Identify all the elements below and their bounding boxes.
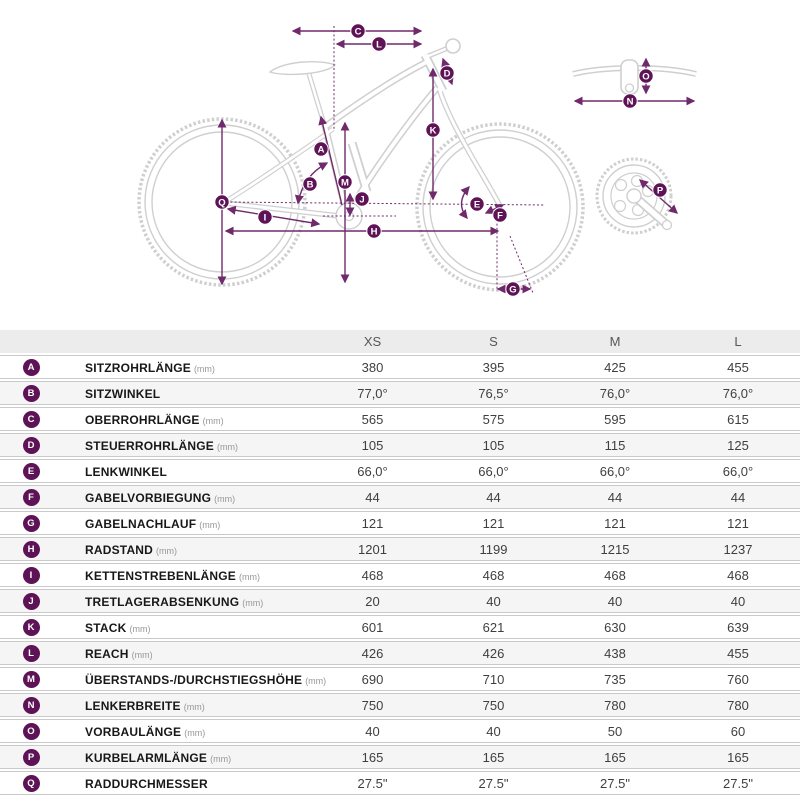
value-cell-s: 1199: [433, 537, 554, 561]
measurement-label: LENKWINKEL: [85, 464, 167, 479]
diagram-badge-i: [258, 210, 272, 224]
grip: [446, 39, 460, 53]
row-badge-cell: [0, 589, 62, 613]
row-badge-cell: [0, 407, 62, 431]
row-label-cell: [62, 381, 312, 405]
measurement-unit: (mm): [131, 649, 153, 660]
row-letter-badge: I: [23, 567, 40, 584]
value-cell-m: 468: [554, 563, 676, 587]
value-cell-s: 27.5": [433, 771, 554, 795]
value-cell-xs: 690: [312, 667, 433, 691]
table-row-n: [0, 693, 800, 717]
table-row-b: [0, 381, 800, 405]
table-row-c: [0, 407, 800, 431]
value-cell-s: 76,5°: [433, 381, 554, 405]
row-letter-badge: A: [23, 359, 40, 376]
value-cell-s: 165: [433, 745, 554, 769]
value-cell-s: 750: [433, 693, 554, 717]
row-letter-badge: D: [23, 437, 40, 454]
table-row-h: [0, 537, 800, 561]
row-badge-cell: [0, 433, 62, 457]
row-badge-cell: [0, 485, 62, 509]
value-cell-xs: 66,0°: [312, 459, 433, 483]
row-badge-cell: [0, 719, 62, 743]
row-badge-cell: [0, 381, 62, 405]
value-cell-xs: 40: [312, 719, 433, 743]
table-row-m: [0, 667, 800, 691]
measurement-label: GABELNACHLAUF: [85, 516, 197, 531]
table-row-o: [0, 719, 800, 743]
row-letter-badge: B: [23, 385, 40, 402]
value-cell-l: 455: [676, 355, 800, 379]
measurement-unit: (mm): [193, 363, 215, 374]
row-label-cell: [62, 459, 312, 483]
value-cell-m: 425: [554, 355, 676, 379]
value-cell-s: 426: [433, 641, 554, 665]
value-cell-l: 44: [676, 485, 800, 509]
value-cell-s: 395: [433, 355, 554, 379]
value-cell-xs: 750: [312, 693, 433, 717]
row-label-cell: [62, 589, 312, 613]
table-row-l: [0, 641, 800, 665]
row-label-cell: [62, 407, 312, 431]
row-label-cell: [62, 433, 312, 457]
measurement-label: REACH: [85, 646, 129, 661]
svg-text:G: G: [509, 284, 517, 296]
value-cell-m: 44: [554, 485, 676, 509]
size-column-header-l: L: [676, 330, 800, 353]
row-badge-cell: [0, 511, 62, 535]
svg-text:C: C: [354, 26, 362, 38]
row-letter-badge: P: [23, 749, 40, 766]
diagram-badge-e: [470, 197, 484, 211]
geometry-table: [0, 328, 800, 797]
value-cell-m: 595: [554, 407, 676, 431]
value-cell-l: 760: [676, 667, 800, 691]
value-cell-l: 40: [676, 589, 800, 613]
value-cell-l: 60: [676, 719, 800, 743]
table-row-q: [0, 771, 800, 795]
row-badge-cell: [0, 745, 62, 769]
value-cell-m: 438: [554, 641, 676, 665]
table-row-p: [0, 745, 800, 769]
row-letter-badge: O: [23, 723, 40, 740]
measurement-unit: (mm): [242, 597, 264, 608]
value-cell-xs: 1201: [312, 537, 433, 561]
svg-text:P: P: [656, 185, 664, 197]
diagram-badge-k: [426, 123, 440, 137]
row-letter-badge: N: [23, 697, 40, 714]
table-row-a: [0, 355, 800, 379]
row-badge-cell: [0, 563, 62, 587]
row-letter-badge: C: [23, 411, 40, 428]
svg-text:D: D: [443, 68, 451, 80]
svg-text:N: N: [626, 96, 634, 108]
handlebar-top-view: [573, 60, 696, 94]
value-cell-xs: 44: [312, 485, 433, 509]
value-cell-xs: 468: [312, 563, 433, 587]
measurement-label: STACK: [85, 620, 127, 635]
header-label-column: [62, 330, 312, 353]
svg-text:I: I: [263, 212, 267, 224]
value-cell-l: 1237: [676, 537, 800, 561]
measurement-label: OBERROHRLÄNGE: [85, 412, 200, 427]
value-cell-m: 165: [554, 745, 676, 769]
svg-text:H: H: [370, 226, 378, 238]
svg-text:L: L: [376, 39, 382, 51]
geometry-svg: [0, 0, 800, 328]
value-cell-m: 115: [554, 433, 676, 457]
measurement-label: RADSTAND: [85, 542, 154, 557]
diagram-badge-p: [653, 183, 667, 197]
diagram-badge-l: [372, 37, 386, 51]
value-cell-xs: 426: [312, 641, 433, 665]
measurement-unit: (mm): [214, 493, 236, 504]
measurement-label: STEUERROHRLÄNGE: [85, 438, 215, 453]
table-header-row: [0, 330, 800, 353]
row-label-cell: [62, 667, 327, 691]
value-cell-l: 125: [676, 433, 800, 457]
value-cell-l: 639: [676, 615, 800, 639]
svg-text:K: K: [429, 125, 437, 137]
value-cell-l: 615: [676, 407, 800, 431]
dim-arc-e: [461, 187, 469, 218]
row-letter-badge: F: [23, 489, 40, 506]
table-row-e: [0, 459, 800, 483]
row-label-cell: [62, 771, 312, 795]
value-cell-s: 40: [433, 719, 554, 743]
table-row-d: [0, 433, 800, 457]
value-cell-m: 50: [554, 719, 676, 743]
measurement-unit: (mm): [129, 623, 151, 634]
diagram-badge-m: [338, 175, 352, 189]
svg-text:B: B: [306, 179, 314, 191]
row-label-cell: [62, 355, 312, 379]
row-letter-badge: G: [23, 515, 40, 532]
header-badge-column: [0, 330, 62, 353]
measurement-label: TRETLAGERABSENKUNG: [85, 594, 240, 609]
size-column-header-m: M: [554, 330, 676, 353]
measurement-unit: (mm): [305, 675, 327, 686]
value-cell-m: 27.5": [554, 771, 676, 795]
diagram-badge-a: [314, 142, 328, 156]
value-cell-xs: 380: [312, 355, 433, 379]
row-badge-cell: [0, 641, 62, 665]
value-cell-s: 710: [433, 667, 554, 691]
diagram-badge-q: [215, 195, 229, 209]
value-cell-m: 780: [554, 693, 676, 717]
size-column-header-s: S: [433, 330, 554, 353]
value-cell-xs: 27.5": [312, 771, 433, 795]
row-label-cell: [62, 485, 312, 509]
measurement-unit: (mm): [184, 727, 206, 738]
size-column-header-xs: XS: [312, 330, 433, 353]
value-cell-m: 40: [554, 589, 676, 613]
value-cell-xs: 565: [312, 407, 433, 431]
value-cell-s: 575: [433, 407, 554, 431]
diagram-badges: [215, 24, 667, 296]
bike-geometry-diagram: [0, 0, 800, 328]
row-badge-cell: [0, 693, 62, 717]
table-row-f: [0, 485, 800, 509]
diagram-badge-d: [440, 66, 454, 80]
value-cell-m: 735: [554, 667, 676, 691]
value-cell-l: 165: [676, 745, 800, 769]
svg-text:F: F: [497, 210, 503, 222]
row-letter-badge: H: [23, 541, 40, 558]
measurement-label: VORBAULÄNGE: [85, 724, 182, 739]
value-cell-xs: 165: [312, 745, 433, 769]
measurement-unit: (mm): [183, 701, 205, 712]
value-cell-s: 105: [433, 433, 554, 457]
row-letter-badge: L: [23, 645, 40, 662]
value-cell-xs: 77,0°: [312, 381, 433, 405]
diagram-badge-j: [355, 192, 369, 206]
row-letter-badge: M: [23, 671, 40, 688]
value-cell-m: 1215: [554, 537, 676, 561]
value-cell-s: 121: [433, 511, 554, 535]
value-cell-xs: 20: [312, 589, 433, 613]
diagram-badge-c: [351, 24, 365, 38]
measurement-unit: (mm): [199, 519, 221, 530]
row-label-cell: [62, 693, 312, 717]
value-cell-s: 621: [433, 615, 554, 639]
value-cell-s: 44: [433, 485, 554, 509]
measurement-label: KETTENSTREBENLÄNGE: [85, 568, 236, 583]
row-label-cell: [62, 511, 312, 535]
svg-text:Q: Q: [218, 197, 226, 209]
measurement-unit: (mm): [217, 441, 239, 452]
saddle: [270, 62, 335, 75]
value-cell-s: 468: [433, 563, 554, 587]
svg-text:O: O: [642, 71, 650, 83]
diagram-badge-b: [303, 177, 317, 191]
value-cell-s: 40: [433, 589, 554, 613]
svg-text:A: A: [317, 144, 325, 156]
measurement-unit: (mm): [202, 415, 224, 426]
table-row-k: [0, 615, 800, 639]
svg-text:E: E: [473, 199, 481, 211]
row-badge-cell: [0, 771, 62, 795]
row-badge-cell: [0, 615, 62, 639]
value-cell-xs: 121: [312, 511, 433, 535]
measurement-label: LENKERBREITE: [85, 698, 181, 713]
measurement-unit: (mm): [238, 571, 260, 582]
value-cell-l: 455: [676, 641, 800, 665]
value-cell-l: 76,0°: [676, 381, 800, 405]
diagram-badge-o: [639, 69, 653, 83]
row-label-cell: [62, 615, 312, 639]
row-badge-cell: [0, 537, 62, 561]
table-row-j: [0, 589, 800, 613]
measurement-unit: (mm): [210, 753, 232, 764]
value-cell-xs: 601: [312, 615, 433, 639]
row-label-cell: [62, 719, 312, 743]
row-label-cell: [62, 563, 312, 587]
diagram-badge-n: [623, 94, 637, 108]
value-cell-l: 27.5": [676, 771, 800, 795]
measurement-label: RADDURCHMESSER: [85, 776, 208, 791]
row-letter-badge: Q: [23, 775, 40, 792]
svg-text:M: M: [341, 177, 349, 189]
diagram-badge-f: [493, 208, 507, 222]
value-cell-l: 780: [676, 693, 800, 717]
svg-text:J: J: [359, 194, 365, 206]
diagram-badge-g: [506, 282, 520, 296]
measurement-label: ÜBERSTANDS-/DURCHSTIEGSHÖHE: [85, 672, 303, 687]
row-label-cell: [62, 641, 312, 665]
measurement-label: SITZWINKEL: [85, 386, 161, 401]
measurement-label: GABELVORBIEGUNG: [85, 490, 212, 505]
value-cell-m: 66,0°: [554, 459, 676, 483]
value-cell-l: 468: [676, 563, 800, 587]
row-letter-badge: E: [23, 463, 40, 480]
row-letter-badge: K: [23, 619, 40, 636]
measurement-label: SITZROHRLÄNGE: [85, 360, 191, 375]
diagram-badge-h: [367, 224, 381, 238]
value-cell-xs: 105: [312, 433, 433, 457]
table-row-i: [0, 563, 800, 587]
measurement-unit: (mm): [156, 545, 178, 556]
row-label-cell: [62, 537, 312, 561]
value-cell-l: 66,0°: [676, 459, 800, 483]
value-cell-m: 76,0°: [554, 381, 676, 405]
row-badge-cell: [0, 355, 62, 379]
value-cell-l: 121: [676, 511, 800, 535]
row-letter-badge: J: [23, 593, 40, 610]
value-cell-m: 121: [554, 511, 676, 535]
row-label-cell: [62, 745, 312, 769]
value-cell-s: 66,0°: [433, 459, 554, 483]
table-row-g: [0, 511, 800, 535]
measurement-label: KURBELARMLÄNGE: [85, 750, 208, 765]
row-badge-cell: [0, 667, 62, 691]
value-cell-m: 630: [554, 615, 676, 639]
row-badge-cell: [0, 459, 62, 483]
